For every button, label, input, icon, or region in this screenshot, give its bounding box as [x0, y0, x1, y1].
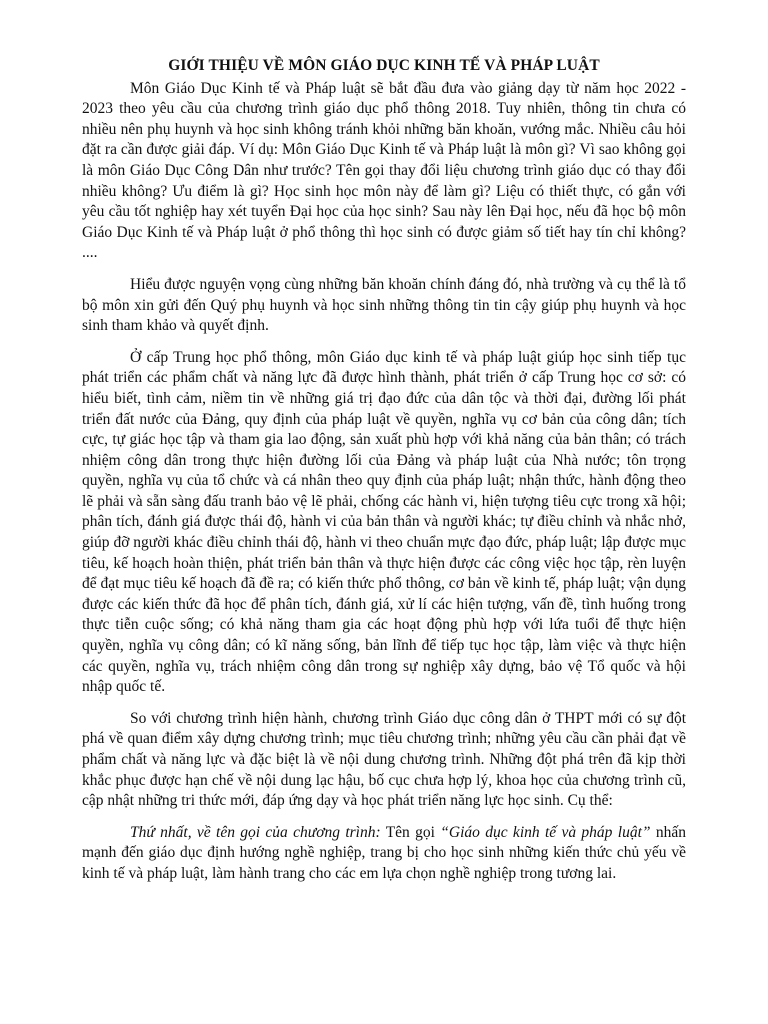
paragraph-first-point: [82, 823, 686, 885]
document-page: [82, 46, 686, 986]
paragraph-high-school-goals: Ở cấp Trung học phổ thông, môn Giáo dục kinh tế và pháp luật giúp học sinh tiếp tục phát triển các phẩm chất và năng lực đã được hình thành, phát triển ở cấp Trung học cơ sở: có hiểu biết, tình cảm, niềm tin về những giá trị đạo đức của dân tộc và thời đại, đường lối phát triển đất nước của Đảng, quy định của pháp luật về quyền, nghĩa vụ cơ bản của công dân; tích cực, tự giác học tập và tham gia lao động, sản xuất phù hợp với khả năng của bản thân; có trách nhiệm công dân trong thực hiện đường lối của Đảng và pháp luật của Nhà nước; tôn trọng quyền, nghĩa vụ của tổ chức và cá nhân theo quy định của pháp luật; nhận thức, hành động theo lẽ phải và sẵn sàng đấu tranh bảo vệ lẽ phải, chống các hành vi, hiện tượng tiêu cực trong xã hội; phân tích, đánh giá được thái độ, hành vi của bản thân và người khác; tự điều chỉnh và nhắc nhở, giúp đỡ người khác điều chỉnh thái độ, hành vi theo chuẩn mực đạo đức, pháp luật; lập được mục tiêu, kế hoạch hoàn thiện, phát triển bản thân và thực hiện được các công việc học tập, rèn luyện để đạt mục tiêu kế hoạch đã đề ra; có kiến thức phổ thông, cơ bản về kinh tế, pháp luật; vận dụng được các kiến thức đã học để phân tích, đánh giá, xử lí các hiện tượng, vấn đề, tình huống trong thực tiễn cuộc sống; có khả năng tham gia các hoạt động phù hợp với lứa tuổi để thực hiện quyền, nghĩa vụ công dân; có kĩ năng sống, bản lĩnh để tiếp tục học tập, làm việc và thực hiện các quyền, nghĩa vụ, trách nhiệm công dân trong sự nghiệp xây dựng, bảo vệ Tổ quốc và hội nhập quốc tế.: [82, 348, 686, 696]
paragraph-understanding: Hiểu được nguyện vọng cùng những băn khoăn chính đáng đó, nhà trường và cụ thể là tổ bộ môn xin gửi đến Quý phụ huynh và học sinh những thông tin tin cậy giúp phụ huynh và học sinh tham khảo và quyết định.: [82, 275, 686, 335]
first-point-text: Tên gọi: [380, 823, 441, 841]
subject-quoted-name: “Giáo dục kinh tế và pháp luật”: [440, 823, 651, 841]
paragraph-comparison: So với chương trình hiện hành, chương trình Giáo dục công dân ở THPT mới có sự đột phá về quan điểm xây dựng chương trình; mục tiêu chương trình; những yêu cầu cần phải đạt về phẩm chất và năng lực và đặc biệt là về nội dung chương trình. Những đột phá trên đã kịp thời khắc phục được hạn chế về nội dung lạc hậu, bố cục chưa hợp lý, khoa học của chương trình cũ, cập nhật những tri thức mới, đáp ứng dạy và học phát triển năng lực học sinh. Cụ thể:: [82, 709, 686, 810]
first-point-lead: Thứ nhất, về tên gọi của chương trình:: [130, 823, 381, 841]
first-point-rest: nhấn mạnh đến giáo dục định hướng nghề nghiệp, trang bị cho học sinh những kiến thức chủ yếu về kinh tế và pháp luật, làm hành trang cho các em lựa chọn nghề nghiệp trong tương lai.: [82, 823, 686, 882]
paragraph-intro: Môn Giáo Dục Kinh tế và Pháp luật sẽ bắt đầu đưa vào giảng dạy từ năm học 2022 - 2023 theo yêu cầu của chương trình giáo dục phổ thông 2018. Tuy nhiên, thông tin chưa có nhiều nên phụ huynh và học sinh không tránh khỏi những băn khoăn, vướng mắc. Nhiều câu hỏi đặt ra cần được giải đáp. Ví dụ: Môn Giáo Dục Kinh tế và Pháp luật là môn gì? Vì sao không gọi là môn Giáo Dục Công Dân như trước? Tên gọi thay đổi liệu chương trình giáo dục có thay đổi nhiều không? Ưu điểm là gì? Học sinh học môn này để làm gì? Liệu có thiết thực, có gắn với yêu cầu tốt nghiệp hay xét tuyển Đại học của học sinh? Sau này lên Đại học, nếu đã học bộ môn Giáo Dục Kinh tế và Pháp luật ở phổ thông thì học sinh có được giảm số tiết hay tín chỉ không? ....: [82, 79, 686, 262]
document-title: GIỚI THIỆU VỀ MÔN GIÁO DỤC KINH TẾ VÀ PHÁP LUẬT: [168, 57, 600, 74]
